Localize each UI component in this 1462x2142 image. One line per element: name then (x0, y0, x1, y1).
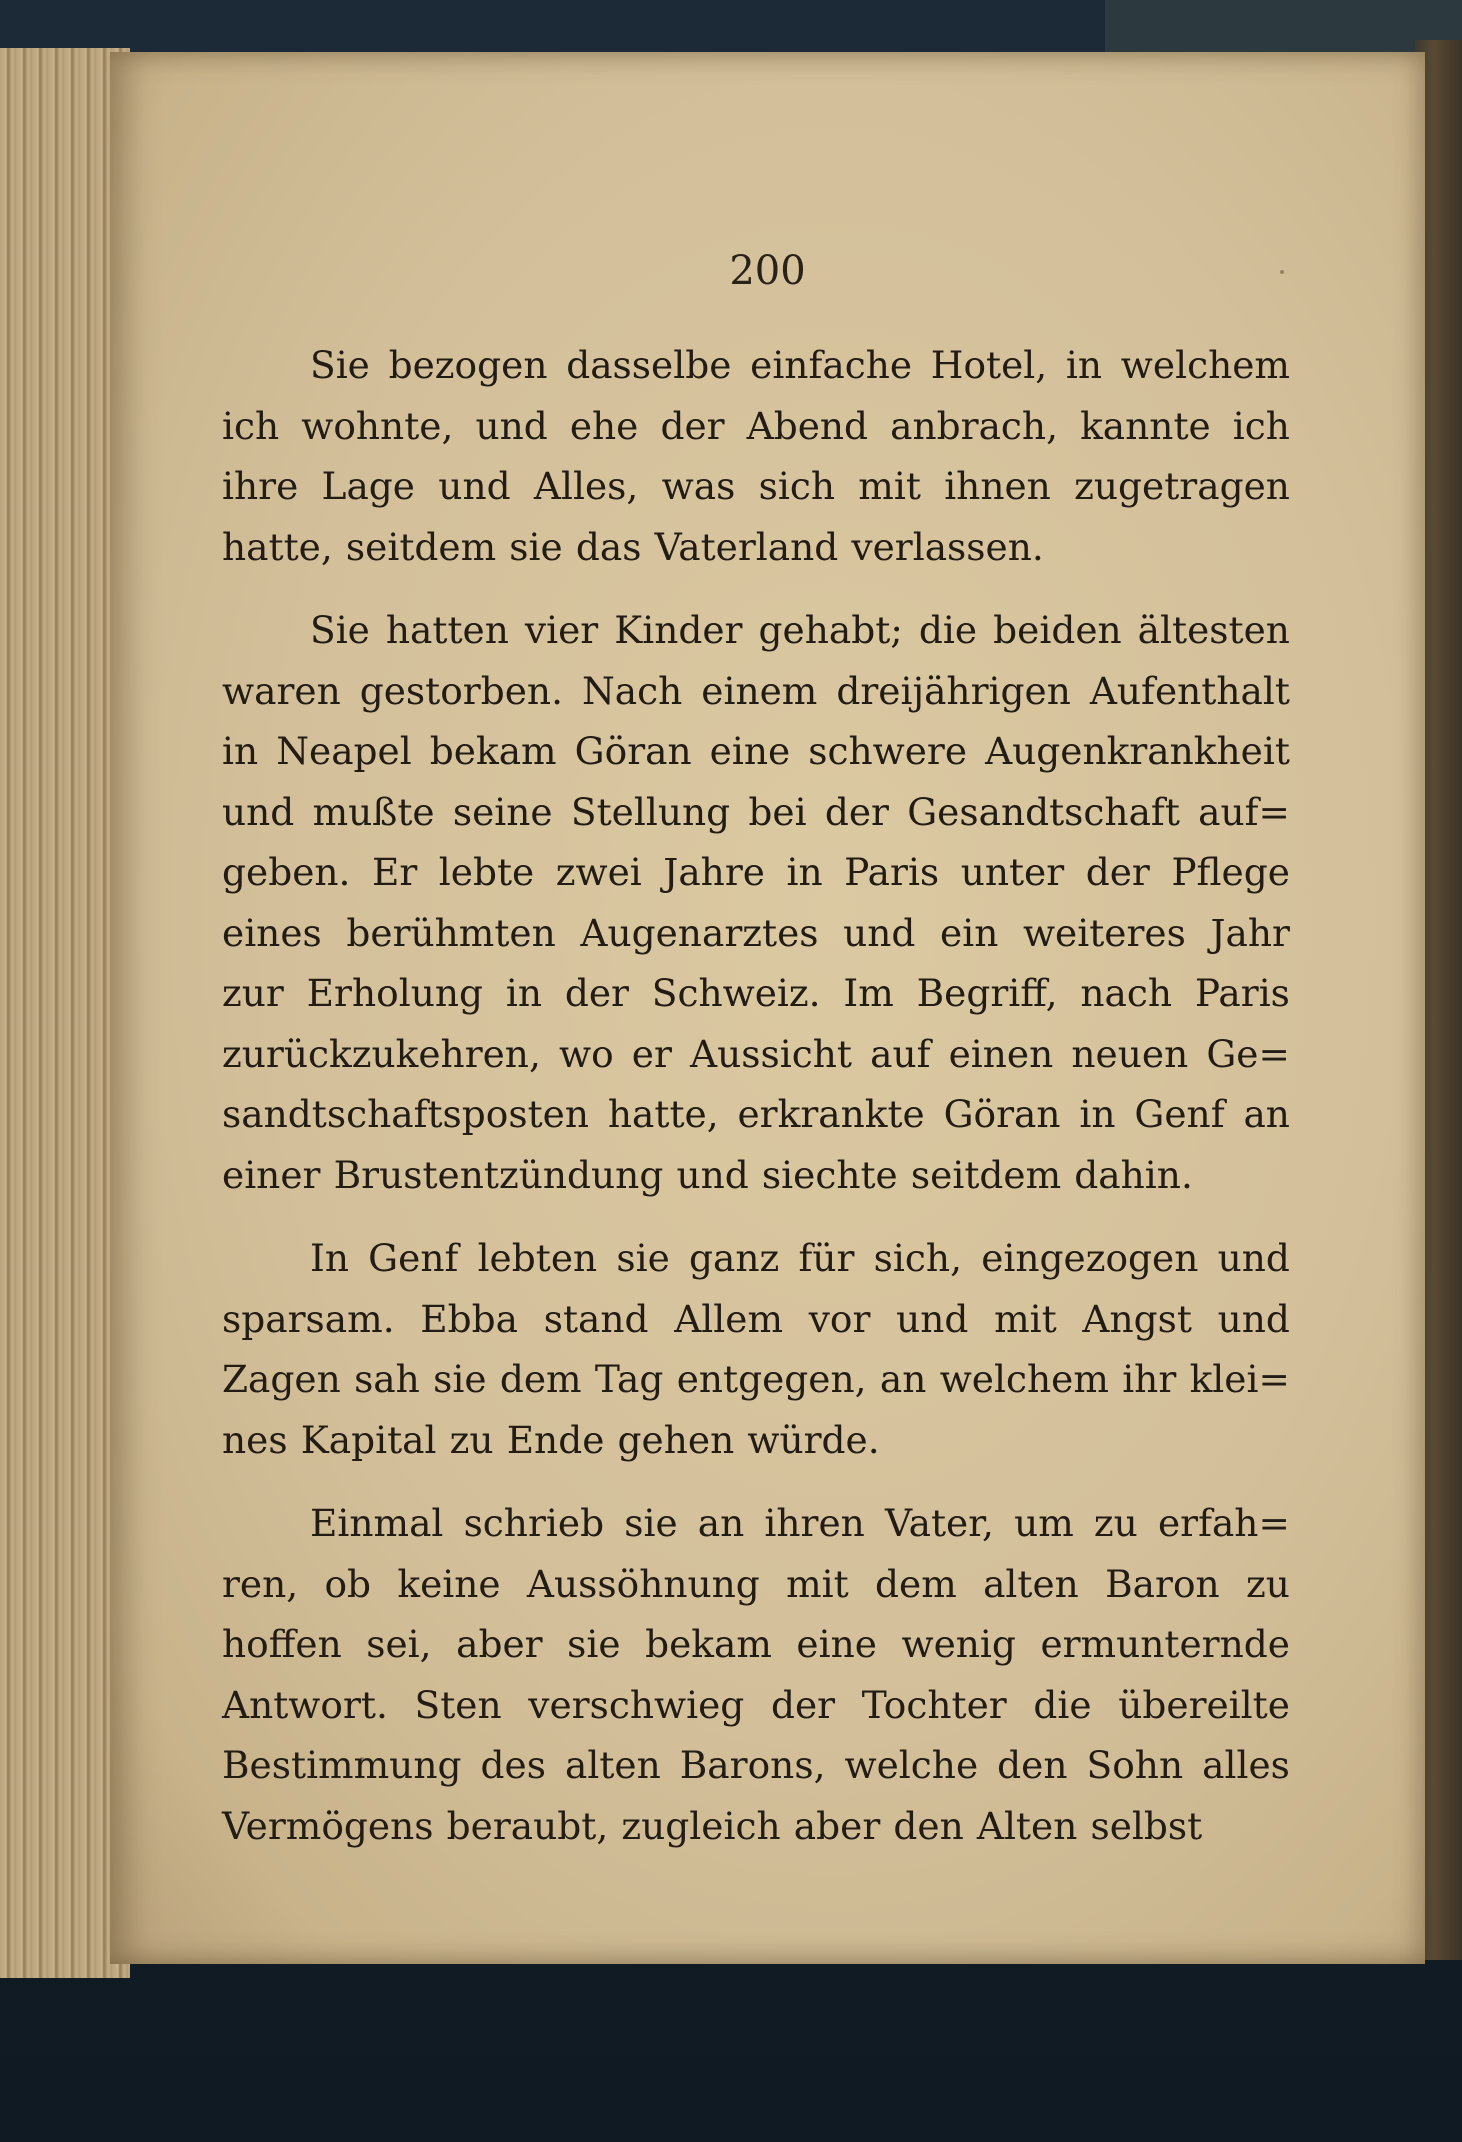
word: verlassen. (851, 524, 1044, 569)
word: der (1085, 850, 1150, 894)
text-line (222, 1614, 1290, 1675)
word: geben. (222, 850, 351, 894)
word: gehen (617, 1417, 735, 1462)
word: Er (371, 850, 418, 894)
word: lebten (477, 1236, 598, 1280)
word: Neapel (276, 729, 412, 773)
word: dasselbe (566, 343, 732, 387)
text-line (222, 335, 1290, 396)
word: in (786, 850, 823, 894)
word: Tag (594, 1357, 664, 1401)
word: Pflege (1171, 850, 1290, 894)
word: eines (222, 910, 322, 955)
word: sie (624, 1501, 678, 1545)
text-line (222, 1024, 1290, 1085)
word: Nach (581, 668, 683, 713)
word: In (310, 1236, 349, 1280)
word: sich, (873, 1236, 962, 1280)
text-line (222, 1289, 1290, 1350)
word: seitdem (345, 524, 497, 569)
word: Gesandtschaft (907, 789, 1180, 834)
word: zu (449, 1417, 494, 1462)
word: und (475, 403, 548, 448)
word: der (770, 1682, 836, 1727)
word: keine (397, 1561, 501, 1606)
text-line (222, 600, 1290, 661)
word: seine (452, 789, 553, 834)
word: Antwort. (222, 1682, 388, 1727)
word: und (1217, 1236, 1290, 1280)
word: hatten (385, 608, 509, 652)
word: und (896, 1296, 969, 1341)
word: der (564, 971, 629, 1015)
text-line (222, 963, 1290, 1024)
word: seitdem (910, 1152, 1062, 1197)
word: welche (844, 1743, 979, 1787)
word: Abend (746, 403, 869, 448)
word: hoffen (222, 1622, 342, 1666)
word: und (438, 464, 511, 508)
word: um (1014, 1501, 1074, 1545)
word: alles (1202, 1743, 1290, 1787)
word: ich (1232, 403, 1290, 448)
word: in (1065, 343, 1103, 387)
word: sah (354, 1357, 420, 1401)
word: Aussicht (690, 1031, 852, 1076)
word: sandtschaftsposten (222, 1092, 590, 1136)
word: Sohn (1086, 1743, 1184, 1787)
word: Allem (674, 1296, 784, 1341)
word: sie (567, 1622, 621, 1666)
word: an (697, 1501, 745, 1545)
text-line (222, 1493, 1290, 1554)
book-cover-top (1105, 0, 1462, 60)
word: alten (564, 1743, 661, 1787)
word: den (893, 1803, 964, 1848)
word: Genf (368, 1236, 459, 1280)
word: dem (875, 1561, 957, 1606)
word: übereilte (1118, 1682, 1290, 1727)
paragraph (222, 335, 1290, 577)
word: hatte, (222, 524, 333, 569)
word: Brustentzündung (333, 1152, 664, 1197)
text-line (222, 1796, 1290, 1857)
word: in (1079, 1092, 1116, 1136)
word: die (918, 608, 978, 652)
word: Genf (1134, 1092, 1225, 1136)
word: Ge= (1206, 1031, 1290, 1076)
word: dreijährigen (836, 668, 1071, 713)
word: der (824, 789, 889, 834)
word: was (661, 464, 736, 508)
word: Aufenthalt (1089, 668, 1290, 713)
word: dem (499, 1357, 582, 1401)
word: Sie (310, 608, 370, 652)
word: sie (509, 524, 563, 569)
word: Jahre (663, 850, 765, 894)
word: ren, (222, 1561, 299, 1606)
word: ihren (764, 1501, 865, 1545)
word: Göran (943, 1092, 1061, 1136)
word: Paris (1194, 971, 1290, 1015)
word: nach (1080, 971, 1173, 1015)
text-line (222, 1145, 1290, 1206)
paragraph (222, 1228, 1290, 1470)
word: ihre (222, 464, 299, 508)
word: Augenarztes (580, 910, 819, 955)
body-text (222, 335, 1290, 1856)
word: ermunternde (1040, 1622, 1290, 1666)
word: ganz (689, 1236, 780, 1280)
word: schrieb (463, 1501, 605, 1545)
word: neuen (1071, 1031, 1189, 1076)
text-line (222, 1228, 1290, 1289)
word: Ende (506, 1417, 605, 1462)
word: vor (808, 1296, 871, 1341)
text-line (222, 721, 1290, 782)
word: zu (1093, 1501, 1138, 1545)
word: sich (758, 464, 835, 508)
word: Bestimmung (222, 1743, 462, 1787)
text-line (222, 396, 1290, 457)
word: Vaterland (654, 524, 839, 569)
word: und (1217, 1296, 1290, 1341)
word: das (575, 524, 642, 569)
word: vier (524, 608, 599, 652)
word: Paris (844, 850, 940, 894)
word: sparsam. (222, 1296, 395, 1341)
text-line (222, 842, 1290, 903)
text-line (222, 782, 1290, 843)
text-line (222, 661, 1290, 722)
word: wohnte, (301, 403, 454, 448)
page-number: 200 (729, 248, 806, 294)
word: Im (843, 971, 894, 1015)
word: Tochter (861, 1682, 1007, 1727)
word: Baron (1105, 1561, 1220, 1606)
word: ob (324, 1561, 372, 1606)
word: die (1033, 1682, 1092, 1727)
word: ich (222, 403, 280, 448)
word: ältesten (1137, 608, 1290, 652)
word: Vater, (884, 1501, 994, 1545)
word: an (1243, 1092, 1290, 1136)
word: unter (960, 850, 1065, 894)
word: wenig (901, 1622, 1016, 1666)
word: beiden (993, 608, 1122, 652)
paragraph-gap (222, 1205, 1290, 1228)
word: für (798, 1236, 855, 1280)
text-line (222, 1554, 1290, 1615)
word: Hotel, (930, 343, 1048, 387)
word: ihr (1122, 1357, 1177, 1401)
word: zwei (555, 850, 642, 894)
word: Alles, (533, 464, 639, 508)
word: Aussöhnung (526, 1561, 760, 1606)
word: sie (433, 1357, 487, 1401)
word: stand (543, 1296, 649, 1341)
word: kannte (1080, 403, 1211, 448)
word: Erholung (306, 971, 484, 1015)
word: anbrach, (890, 403, 1058, 448)
word: ihnen (944, 464, 1051, 508)
text-line (222, 1735, 1290, 1796)
word: gehabt; (758, 608, 903, 652)
word: bekam (645, 1622, 772, 1666)
word: Jahr (1210, 910, 1290, 955)
text-line (222, 456, 1290, 517)
word: würde. (747, 1417, 880, 1462)
word: eingezogen (981, 1236, 1199, 1280)
word: erkrankte (737, 1092, 925, 1136)
word: klei= (1189, 1357, 1290, 1401)
word: lebte (438, 850, 535, 894)
word: mit (994, 1296, 1057, 1341)
word: Ebba (420, 1296, 519, 1341)
word: selbst (1090, 1803, 1203, 1848)
word: berühmten (346, 910, 556, 955)
word: einer (222, 1152, 321, 1197)
word: zugetragen (1074, 464, 1290, 508)
word: sei, (366, 1622, 432, 1666)
word: Göran (574, 729, 692, 773)
text-line (222, 1410, 1290, 1471)
word: der (660, 403, 725, 448)
word: Angst (1082, 1296, 1192, 1341)
word: auf= (1198, 789, 1290, 834)
word: einfache (750, 343, 913, 387)
word: in (222, 729, 259, 773)
word: an (879, 1357, 927, 1401)
word: gestorben. (359, 668, 563, 713)
word: ein (940, 910, 999, 955)
word: Schweiz. (651, 971, 821, 1015)
word: aber (456, 1622, 543, 1666)
word: wo (559, 1031, 614, 1076)
paragraph-gap (222, 1470, 1290, 1493)
word: bezogen (388, 343, 548, 387)
word: beraubt, (446, 1803, 609, 1848)
word: mit (786, 1561, 849, 1606)
text-line (222, 1675, 1290, 1736)
word: eine (709, 729, 791, 773)
text-line (222, 1349, 1290, 1410)
paragraph-gap (222, 577, 1290, 600)
word: dahin. (1074, 1152, 1193, 1197)
word: mit (858, 464, 921, 508)
word: den (997, 1743, 1068, 1787)
word: eine (796, 1622, 877, 1666)
word: sie (616, 1236, 670, 1280)
word: Alten (976, 1803, 1078, 1848)
word: hatte, (607, 1092, 719, 1136)
word: Sie (310, 343, 370, 387)
word: zu (1245, 1561, 1290, 1606)
word: Vermögens (222, 1803, 434, 1848)
word: ehe (569, 403, 639, 448)
word: weiteres (1022, 910, 1186, 955)
word: und (843, 910, 916, 955)
word: Barons, (679, 1743, 826, 1787)
word: zugleich (621, 1803, 781, 1848)
word: Begriff, (916, 971, 1058, 1015)
word: Lage (321, 464, 416, 508)
word: Stellung (570, 789, 731, 834)
word: Einmal (310, 1501, 444, 1545)
word: er (631, 1031, 672, 1076)
word: siechte (761, 1152, 898, 1197)
word: in (505, 971, 542, 1015)
word: welchem (1120, 343, 1290, 387)
word: Kinder (614, 608, 743, 652)
text-line (222, 517, 1290, 578)
word: bekam (429, 729, 557, 773)
word: und (222, 789, 295, 834)
word: erfah= (1157, 1501, 1290, 1545)
word: verschwieg (528, 1682, 745, 1727)
word: Zagen (222, 1357, 341, 1401)
text-line (222, 1084, 1290, 1145)
word: zur (222, 971, 284, 1015)
word: bei (748, 789, 807, 834)
word: Sten (414, 1682, 502, 1727)
text-line (222, 903, 1290, 964)
word: des (480, 1743, 546, 1787)
word: waren (222, 668, 341, 713)
word: einen (948, 1031, 1054, 1076)
word: auf (870, 1031, 931, 1076)
word: mußte (312, 789, 435, 834)
word: alten (983, 1561, 1079, 1606)
paragraph (222, 1493, 1290, 1856)
word: welchem (939, 1357, 1109, 1401)
word: aber (793, 1803, 881, 1848)
word: schwere (808, 729, 968, 773)
word: einem (701, 668, 818, 713)
word: nes (222, 1417, 288, 1462)
word: entgegen, (676, 1357, 867, 1401)
word: Kapital (300, 1417, 437, 1462)
word: und (676, 1152, 749, 1197)
paragraph (222, 600, 1290, 1205)
word: Augenkrankheit (985, 729, 1290, 773)
word: zurückzukehren, (222, 1031, 541, 1076)
